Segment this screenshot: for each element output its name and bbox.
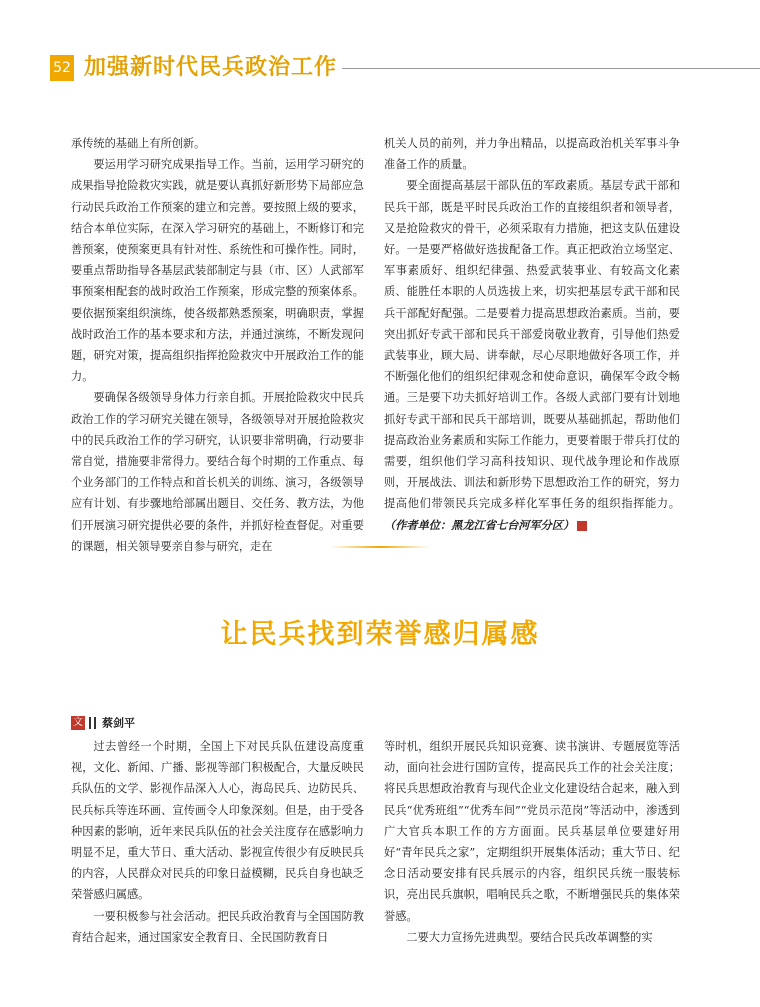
paragraph: 承传统的基础上有所创新。 (71, 137, 206, 150)
paragraph: 要确保各级领导身体力行亲自抓。开展抢险救灾中民兵政治工作的学习研究关键在领导，各级领导对开展抢险救灾中的民兵政治工作的学习研究，认识要非常明确，行动要非常自觉，措施要非常得力。要结合每个时期的工作重点、每个业务部门的工作特点和首长机关的训练、演习，各级领导应有计划、有步骤地给部属出题目、交任务、教方法，为他们开展演习研究提供必要的条件，并抓好检查督促。对重要的课题，相关领导要亲自参与研究，走在 (71, 391, 364, 553)
bottom-article-left-column (71, 736, 364, 948)
author-name: 蔡剑平 (102, 716, 135, 730)
end-mark-icon: G (577, 521, 587, 531)
page-number: 52 (50, 55, 74, 81)
paragraph: 机关人员的前列，并力争出精品，以提高政治机关军事斗争准备工作的质量。 (384, 137, 680, 172)
paragraph: 过去曾经一个时期，全国上下对民兵队伍建设高度重视，文化、新闻、广播、影视等部门积极配合，大量反映民兵队伍的文学、影视作品深入人心，海岛民兵、边防民兵、民兵标兵等连环画、宣传画令人印象深刻。但是，由于受各种因素的影响，近年来民兵队伍的社会关注度存在感影响力明显不足，重大节日、重大活动、影视宣传很少有反映民兵的内容，人民群众对民兵的印象日益模糊，民兵自身也缺乏荣誉感归属感。 (71, 740, 364, 902)
author-tag: 文 (73, 716, 83, 728)
page-header (50, 51, 760, 85)
paragraph: 一要积极参与社会活动。把民兵政治教育与全国国防教育结合起来，通过国家安全教育日、全民国防教育日 (71, 909, 364, 944)
header-rule (342, 68, 760, 69)
article-divider (330, 546, 430, 548)
separator (94, 717, 96, 729)
paragraph: 二要大力宣扬先进典型。要结合民兵改革调整的实 (406, 930, 653, 944)
bottom-article-right-column (384, 736, 680, 948)
paragraph-text: 要全面提高基层干部队伍的军政素质。基层专武干部和民兵干部，既是平时民兵政治工作的直接组织者和领导者，又是抢险救灾的骨干，必须采取有力措施，把这支队伍建设好。一是要严格做好选拔配备工作。真正把政治立场坚定、军事素质好、组织纪律强、热爱武装事业、有较高文化素质、能胜任本职的人员选拔上来，切实把基层专武干部和民兵干部配好配强。二是要着力提高思想政治素质。当前，要突出抓好专武干部和民兵干部爱岗敬业教育，引导他们热爱武装事业，顾大局、讲奉献，尽心尽职地做好各项工作，并不断强化他们的组织纪律观念和使命意识，确保军令政令畅通。三是要下功夫抓好培训工作。各级人武部门要有计划地抓好专武干部和民兵干部培训，既要从基础抓起，帮助他们提高政治业务素质和实际工作能力，更要着眼于带兵打仗的需要，组织他们学习高科技知识、现代战争理论和作战原则，开展战法、训法和新形势下思想政治工作的研究，努力提高他们带领民兵完成多样化军事任务的组织指挥能力。 (384, 179, 680, 511)
article-title: 让民兵找到荣誉感归属感 (220, 619, 540, 650)
separator (89, 717, 91, 729)
paragraph-with-byline (384, 175, 680, 535)
top-article-right-column (384, 133, 680, 536)
top-article-left-column (71, 133, 364, 557)
author-affiliation: （作者单位：黑龙江省七台河军分区） (384, 517, 575, 532)
paragraph: 要运用学习研究成果指导工作。当前，运用学习研究的成果指导抢险救灾实践，就是要认真抓好新形势下局部应急行动民兵政治工作预案的建立和完善。要按照上级的要求，结合本单位实际，在深入学习研究的基础上，不断修订和完善预案，使预案更具有针对性、系统性和可操作性。同时，要重点帮助指导各基层武装部制定与县（市、区）人武部军事预案相配套的战时政治工作预案，形成完整的预案体系。要依据预案组织演练，使各级都熟悉预案，明确职责，掌握战时政治工作的基本要求和方法，并通过演练，不断发现问题，研究对策，提高组织指挥抢险救灾中开展政治工作的能力。 (71, 158, 364, 384)
section-title: 加强新时代民兵政治工作 (84, 55, 338, 80)
author-line (71, 712, 135, 728)
paragraph: 等时机，组织开展民兵知识竞赛、读书演讲、专题展览等活动，面向社会进行国防宣传，提高民兵工作的社会关注度；将民兵思想政治教育与现代企业文化建设结合起来，融入到民兵“优秀班组”“优秀车间”“党员示范岗”等活动中，渗透到广大官兵本职工作的方方面面。民兵基层单位要建好用好“青年民兵之家”，定期组织开展集体活动；重大节日、纪念日活动要安排有民兵展示的内容，组织民兵统一服装标识，亮出民兵旗帜，唱响民兵之歌，不断增强民兵的集体荣誉感。 (384, 740, 680, 923)
